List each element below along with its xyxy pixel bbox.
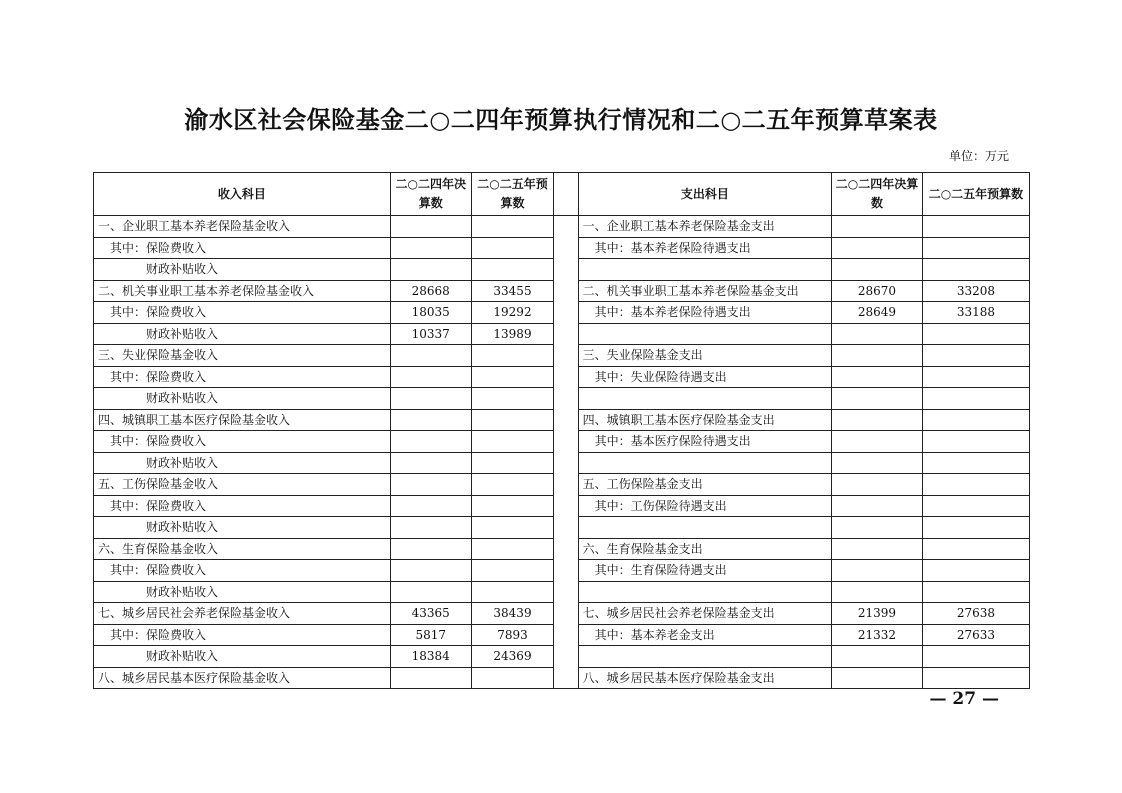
- expense-2025-cell: [922, 259, 1029, 281]
- income-2024-cell: 43365: [390, 603, 471, 625]
- expense-2024-cell: [832, 388, 923, 410]
- table-row: [94, 345, 1030, 367]
- expense-2025-cell: [922, 431, 1029, 453]
- expense-item-cell: [578, 581, 831, 603]
- income-2025-cell: [471, 388, 554, 410]
- income-2024-cell: [390, 667, 471, 689]
- expense-2025-cell: [922, 474, 1029, 496]
- expense-2025-cell: [922, 646, 1029, 668]
- expense-2025-cell: [922, 667, 1029, 689]
- expense-2025-cell: [922, 366, 1029, 388]
- income-2025-cell: [471, 409, 554, 431]
- expense-2024-cell: [832, 345, 923, 367]
- income-2024-cell: 28668: [390, 280, 471, 302]
- expense-2024-cell: [832, 560, 923, 582]
- unit-label: 单位：万元: [948, 149, 1009, 163]
- income-item-cell: 财政补贴收入: [94, 452, 391, 474]
- income-2025-cell: [471, 474, 554, 496]
- page-number: — 27 —: [929, 689, 999, 709]
- expense-item-cell: 其中：基本养老保险待遇支出: [578, 302, 831, 324]
- column-gap: [554, 452, 578, 474]
- expense-2025-cell: [922, 237, 1029, 259]
- income-item-cell: 财政补贴收入: [94, 581, 391, 603]
- income-2025-cell: [471, 495, 554, 517]
- expense-2024-cell: [832, 646, 923, 668]
- expense-item-cell: 三、失业保险基金支出: [578, 345, 831, 367]
- expense-2024-cell: [832, 667, 923, 689]
- income-2025-cell: 19292: [471, 302, 554, 324]
- expense-item-cell: 六、生育保险基金支出: [578, 538, 831, 560]
- header-income-2024: 二○二四年决算数: [390, 173, 471, 216]
- expense-2025-cell: 33208: [922, 280, 1029, 302]
- expense-2024-cell: [832, 474, 923, 496]
- expense-item-cell: 七、城乡居民社会养老保险基金支出: [578, 603, 831, 625]
- income-2025-cell: [471, 345, 554, 367]
- expense-2025-cell: [922, 452, 1029, 474]
- income-2024-cell: [390, 259, 471, 281]
- table-row: [94, 323, 1030, 345]
- column-gap: [554, 646, 578, 668]
- column-gap: [554, 237, 578, 259]
- table-header-row: [94, 173, 1030, 216]
- expense-item-cell: 五、工伤保险基金支出: [578, 474, 831, 496]
- expense-item-cell: 其中：基本医疗保险待遇支出: [578, 431, 831, 453]
- income-2025-cell: [471, 517, 554, 539]
- income-item-cell: 其中：保险费收入: [94, 366, 391, 388]
- income-2024-cell: [390, 216, 471, 238]
- income-item-cell: 财政补贴收入: [94, 323, 391, 345]
- expense-2025-cell: [922, 560, 1029, 582]
- column-gap: [554, 345, 578, 367]
- expense-item-cell: 其中：基本养老保险待遇支出: [578, 237, 831, 259]
- expense-2025-cell: [922, 409, 1029, 431]
- income-2024-cell: [390, 538, 471, 560]
- expense-item-cell: 八、城乡居民基本医疗保险基金支出: [578, 667, 831, 689]
- income-2024-cell: [390, 366, 471, 388]
- column-gap: [554, 538, 578, 560]
- income-2024-cell: 10337: [390, 323, 471, 345]
- table-row: [94, 237, 1030, 259]
- expense-2024-cell: [832, 409, 923, 431]
- income-2024-cell: [390, 452, 471, 474]
- header-expense-item: 支出科目: [578, 173, 831, 216]
- expense-2024-cell: 28670: [832, 280, 923, 302]
- column-gap: [554, 667, 578, 689]
- income-2025-cell: [471, 581, 554, 603]
- column-gap: [554, 581, 578, 603]
- expense-item-cell: 一、企业职工基本养老保险基金支出: [578, 216, 831, 238]
- income-2025-cell: [471, 216, 554, 238]
- income-2024-cell: [390, 560, 471, 582]
- table-row: [94, 431, 1030, 453]
- table-row: [94, 452, 1030, 474]
- expense-2025-cell: [922, 216, 1029, 238]
- income-2024-cell: [390, 237, 471, 259]
- header-expense-2025: 二○二五年预算数: [922, 173, 1029, 216]
- column-gap: [554, 388, 578, 410]
- income-2025-cell: 38439: [471, 603, 554, 625]
- income-2024-cell: [390, 431, 471, 453]
- column-gap: [554, 323, 578, 345]
- table-row: [94, 409, 1030, 431]
- expense-2024-cell: [832, 538, 923, 560]
- income-item-cell: 其中：保险费收入: [94, 560, 391, 582]
- header-income-item: 收入科目: [94, 173, 391, 216]
- column-gap: [554, 517, 578, 539]
- expense-2025-cell: 27638: [922, 603, 1029, 625]
- expense-2024-cell: [832, 431, 923, 453]
- income-2024-cell: [390, 345, 471, 367]
- column-gap: [554, 474, 578, 496]
- expense-2024-cell: 21332: [832, 624, 923, 646]
- income-2024-cell: [390, 581, 471, 603]
- table-row: [94, 581, 1030, 603]
- expense-2025-cell: [922, 323, 1029, 345]
- expense-2025-cell: [922, 345, 1029, 367]
- income-item-cell: 八、城乡居民基本医疗保险基金收入: [94, 667, 391, 689]
- column-gap: [554, 173, 578, 216]
- income-item-cell: 六、生育保险基金收入: [94, 538, 391, 560]
- income-2024-cell: [390, 474, 471, 496]
- income-2024-cell: 5817: [390, 624, 471, 646]
- column-gap: [554, 560, 578, 582]
- table-row: [94, 302, 1030, 324]
- column-gap: [554, 366, 578, 388]
- expense-2025-cell: [922, 538, 1029, 560]
- table-row: [94, 646, 1030, 668]
- income-item-cell: 其中：保险费收入: [94, 237, 391, 259]
- expense-2025-cell: 27633: [922, 624, 1029, 646]
- column-gap: [554, 603, 578, 625]
- income-item-cell: 其中：保险费收入: [94, 624, 391, 646]
- table-row: [94, 603, 1030, 625]
- income-item-cell: 财政补贴收入: [94, 517, 391, 539]
- income-2025-cell: [471, 667, 554, 689]
- table-row: [94, 560, 1030, 582]
- expense-item-cell: [578, 517, 831, 539]
- table-row: [94, 474, 1030, 496]
- income-2025-cell: [471, 431, 554, 453]
- income-2025-cell: [471, 259, 554, 281]
- expense-item-cell: [578, 388, 831, 410]
- income-item-cell: 其中：保险费收入: [94, 302, 391, 324]
- income-2025-cell: 33455: [471, 280, 554, 302]
- income-item-cell: 财政补贴收入: [94, 259, 391, 281]
- income-2024-cell: [390, 409, 471, 431]
- page-title: 渝水区社会保险基金二○二四年预算执行情况和二○二五年预算草案表: [184, 106, 938, 134]
- expense-2024-cell: [832, 495, 923, 517]
- income-item-cell: 三、失业保险基金收入: [94, 345, 391, 367]
- expense-item-cell: [578, 259, 831, 281]
- expense-item-cell: [578, 452, 831, 474]
- column-gap: [554, 495, 578, 517]
- expense-2024-cell: [832, 581, 923, 603]
- income-2025-cell: 7893: [471, 624, 554, 646]
- expense-2024-cell: [832, 216, 923, 238]
- expense-2024-cell: [832, 366, 923, 388]
- income-2024-cell: [390, 388, 471, 410]
- column-gap: [554, 302, 578, 324]
- expense-2025-cell: [922, 388, 1029, 410]
- income-2025-cell: 24369: [471, 646, 554, 668]
- column-gap: [554, 280, 578, 302]
- income-item-cell: 财政补贴收入: [94, 388, 391, 410]
- column-gap: [554, 624, 578, 646]
- income-2025-cell: [471, 538, 554, 560]
- expense-2024-cell: [832, 259, 923, 281]
- table-row: [94, 495, 1030, 517]
- budget-table: [93, 172, 1030, 689]
- expense-item-cell: [578, 646, 831, 668]
- income-item-cell: 其中：保险费收入: [94, 495, 391, 517]
- income-item-cell: 一、企业职工基本养老保险基金收入: [94, 216, 391, 238]
- table-row: [94, 624, 1030, 646]
- table-row: [94, 388, 1030, 410]
- income-2024-cell: 18035: [390, 302, 471, 324]
- income-item-cell: 财政补贴收入: [94, 646, 391, 668]
- expense-item-cell: 四、城镇职工基本医疗保险基金支出: [578, 409, 831, 431]
- expense-2024-cell: [832, 452, 923, 474]
- income-2025-cell: [471, 452, 554, 474]
- header-expense-2024: 二○二四年决算数: [832, 173, 923, 216]
- income-2024-cell: 18384: [390, 646, 471, 668]
- table-row: [94, 259, 1030, 281]
- income-item-cell: 五、工伤保险基金收入: [94, 474, 391, 496]
- expense-2025-cell: 33188: [922, 302, 1029, 324]
- expense-2025-cell: [922, 581, 1029, 603]
- income-item-cell: 二、机关事业职工基本养老保险基金收入: [94, 280, 391, 302]
- column-gap: [554, 409, 578, 431]
- income-2025-cell: 13989: [471, 323, 554, 345]
- header-income-2025: 二○二五年预算数: [471, 173, 554, 216]
- table-row: [94, 216, 1030, 238]
- table-row: [94, 538, 1030, 560]
- expense-2024-cell: 28649: [832, 302, 923, 324]
- table-row: [94, 366, 1030, 388]
- income-2025-cell: [471, 560, 554, 582]
- expense-2024-cell: [832, 323, 923, 345]
- expense-item-cell: 二、机关事业职工基本养老保险基金支出: [578, 280, 831, 302]
- column-gap: [554, 431, 578, 453]
- income-item-cell: 七、城乡居民社会养老保险基金收入: [94, 603, 391, 625]
- income-2025-cell: [471, 366, 554, 388]
- income-2025-cell: [471, 237, 554, 259]
- income-2024-cell: [390, 517, 471, 539]
- column-gap: [554, 216, 578, 238]
- expense-item-cell: 其中：生育保险待遇支出: [578, 560, 831, 582]
- expense-2024-cell: [832, 517, 923, 539]
- column-gap: [554, 259, 578, 281]
- income-item-cell: 四、城镇职工基本医疗保险基金收入: [94, 409, 391, 431]
- table-row: [94, 517, 1030, 539]
- expense-item-cell: 其中：基本养老金支出: [578, 624, 831, 646]
- income-item-cell: 其中：保险费收入: [94, 431, 391, 453]
- expense-2025-cell: [922, 517, 1029, 539]
- expense-item-cell: 其中：工伤保险待遇支出: [578, 495, 831, 517]
- table-row: [94, 667, 1030, 689]
- table-row: [94, 280, 1030, 302]
- expense-2024-cell: [832, 237, 923, 259]
- expense-2024-cell: 21399: [832, 603, 923, 625]
- expense-2025-cell: [922, 495, 1029, 517]
- expense-item-cell: 其中：失业保险待遇支出: [578, 366, 831, 388]
- expense-item-cell: [578, 323, 831, 345]
- income-2024-cell: [390, 495, 471, 517]
